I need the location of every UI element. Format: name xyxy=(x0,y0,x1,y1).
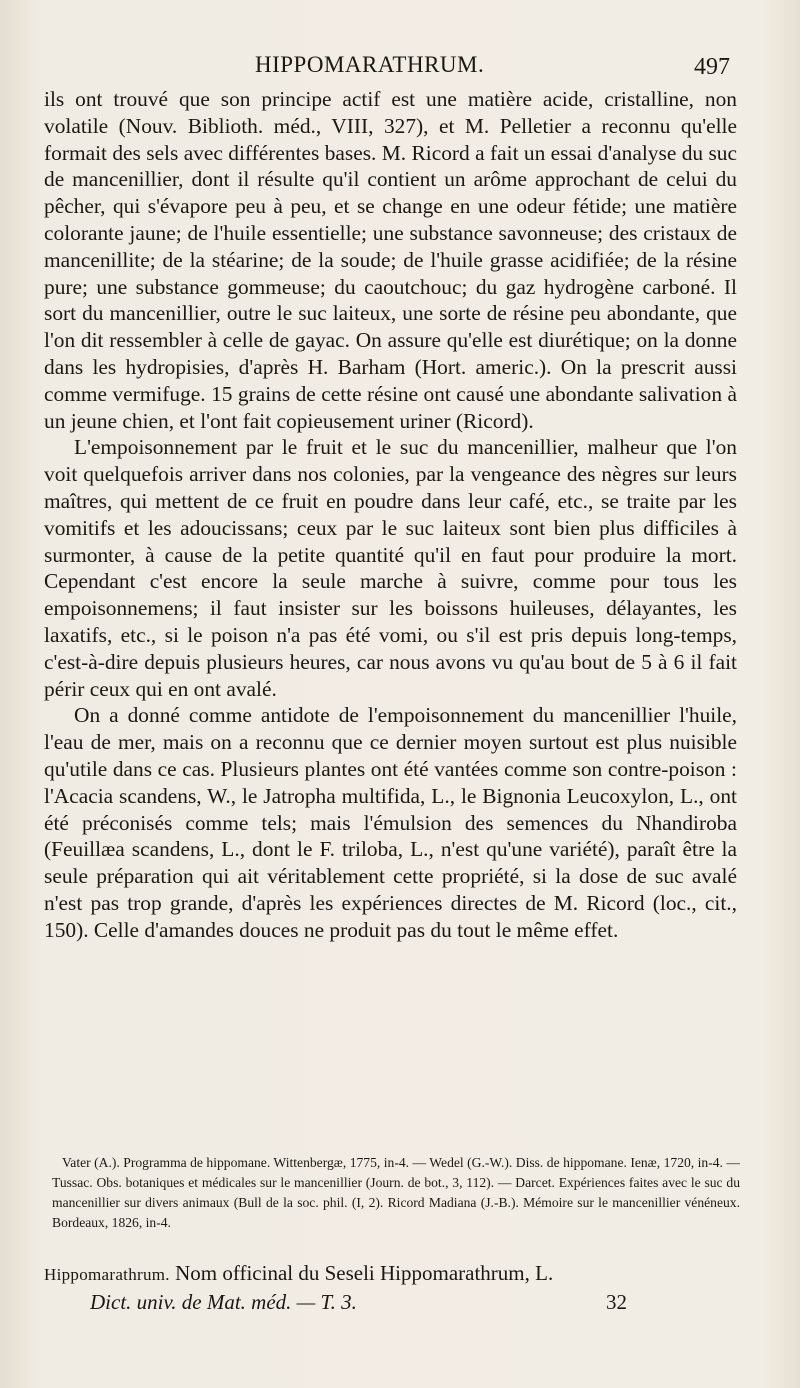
dictionary-entry xyxy=(44,1260,740,1288)
paragraph-3: On a donné comme antidote de l'empoisonnement du mancenillier l'huile, l'eau de mer, mais on a reconnu que ce dernier moyen surtout est plus nuisible qu'utile dans ce cas. Plusieurs plantes ont été vantées comme son contre-poison : l'Acacia scandens, W., le Jatropha multifida, L., le Bignonia Leucoxylon, L., ont été préconisés comme tels; mais l'émulsion des semences du Nhandiroba (Feuillæa scandens, L., dont le F. triloba, L., n'est qu'une variété), paraît être la seule préparation qui ait véritablement cette propriété, si la dose de suc avalé n'est pas trop grande, d'après les expériences directes de M. Ricord (loc., cit., 150). Celle d'amandes douces ne produit pas du tout le même effet. xyxy=(44,703,737,942)
entry-text: Nom officinal du Seseli Hippomarathrum, L. xyxy=(175,1261,554,1285)
paragraph-2: L'empoisonnement par le fruit et le suc du mancenillier, malheur que l'on voit quelquefois arriver dans nos colonies, par la vengeance des nègres sur leurs maîtres, qui mettent de ce fruit en poudre dans leur café, etc., se traite par les vomitifs et les adoucissans; ceux par le suc laiteux sont bien plus difficiles à surmonter, à cause de la petite quantité qu'il en faut pour produire la mort. Cependant c'est encore la seule marche à suivre, comme pour tous les empoisonnemens; il faut insister sur les boissons huileuses, délayantes, les laxatifs, etc., si le poison n'a pas été vomi, ou s'il est pris depuis long-temps, c'est-à-dire depuis plusieurs heures, car nous avons vu qu'au bout de 5 à 6 il fait périr ceux qui en ont avalé. xyxy=(44,435,737,701)
paragraph-1: ils ont trouvé que son principe actif est une matière acide, cristalline, non volatile (Nouv. Biblioth. méd., VIII, 327), et M. Pelletier a reconnu qu'elle formait des sels avec différentes bases. M. Ricord a fait un essai d'analyse du suc de mancenillier, dont il résulte qu'il contient un arôme approchant de celui du pêcher, qui s'évapore peu à peu, et se change en une odeur fétide; une matière colorante jaune; de l'huile essentielle; une substance savonneuse; des cristaux de mancenillite; de la stéarine; de la soude; de l'huile grasse acidifiée; de la résine pure; une substance gommeuse; du caoutchouc; du gaz hydrogène carboné. Il sort du mancenillier, outre le suc laiteux, une sorte de résine peu abondante, que l'on dit ressembler à celle de gayac. On assure qu'elle est diurétique; on la donne dans les hydropisies, d'après H. Barham (Hort. americ.). On la prescrit aussi comme vermifuge. 15 grains de cette résine ont causé une abondante salivation à un jeune chien, et l'ont fait copieusement uriner (Ricord). xyxy=(44,87,737,433)
sheet-number: 32 xyxy=(606,1290,627,1314)
body-text xyxy=(44,86,737,944)
page-footer xyxy=(0,1290,800,1320)
running-head: HIPPOMARATHRUM. xyxy=(255,52,485,77)
footnote-bibliography: Vater (A.). Programma de hippomane. Wittenbergæ, 1775, in-4. — Wedel (G.-W.). Diss. de hippomane. Ienæ, 1720, in-4. — Tussac. Obs. botaniques et médicales sur le mancenillier (Journ. de bot., 3, 112). — Darcet. Expériences faites avec le suc du mancenillier sur divers animaux (Bull de la soc. phil. (I, 2). Ricord Madiana (J.-B.). Mémoire sur le mancenillier vénéneux. Bordeaux, 1826, in-4. xyxy=(52,1155,740,1230)
page-header xyxy=(0,52,800,86)
signature-line: Dict. univ. de Mat. méd. — T. 3. xyxy=(90,1290,357,1314)
page-number: 497 xyxy=(694,54,730,80)
footnote-block xyxy=(52,1153,740,1233)
entry-headword: Hippomarathrum. xyxy=(44,1265,170,1284)
